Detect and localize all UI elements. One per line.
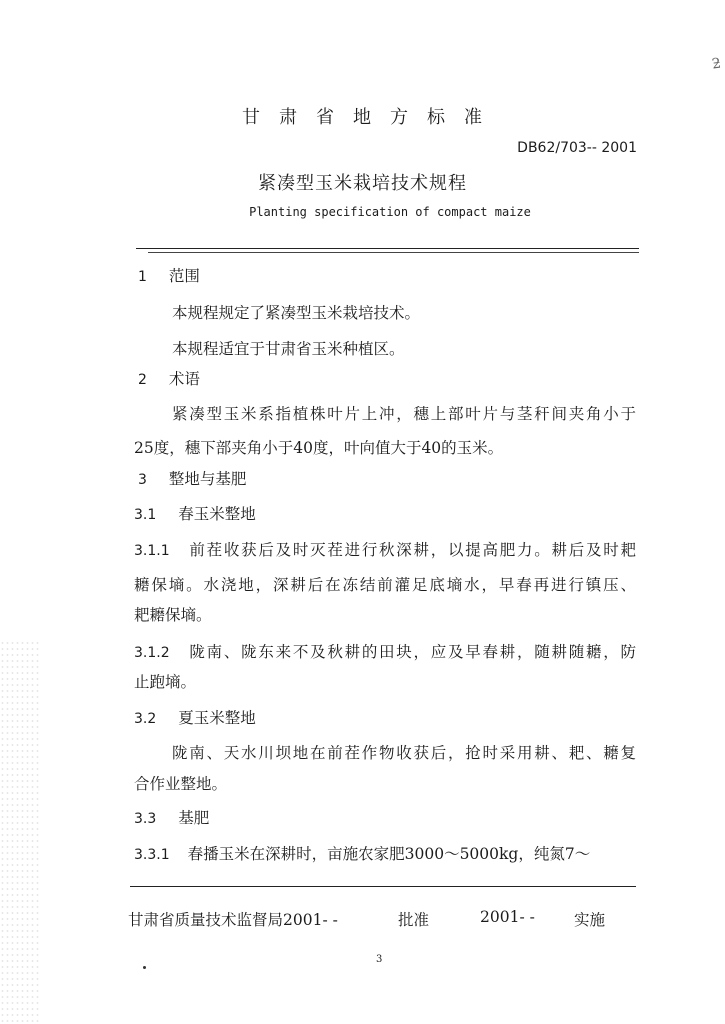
footer-implemented: 实施 <box>574 911 606 929</box>
clause-number: 3.1.2 <box>134 645 170 661</box>
section-3-3-heading <box>134 806 209 828</box>
document-title-zh: 紧凑型玉米栽培技术规程 <box>258 173 467 194</box>
section-2-para-line-1: 紧凑型玉米系指植株叶片上冲，穗上部叶片与茎秆间夹角小于 <box>172 405 636 423</box>
section-3-heading <box>138 467 246 489</box>
page-number: 3 <box>376 954 383 965</box>
clause-3-1-1-line-2: 耱保墒。水浇地，深耕后在冻结前灌足底墒水，早春再进行镇压、 <box>134 576 636 594</box>
clause-3-3-1-line-1 <box>134 842 590 864</box>
section-number: 3.3 <box>134 811 157 827</box>
clause-text: 陇南、陇东来不及秋耕的田块，应及早春耕，随耕随耱，防 <box>187 643 636 661</box>
clause-text: 前茬收获后及时灭茬进行秋深耕，以提高肥力。耕后及时耙 <box>187 541 636 559</box>
section-title: 春玉米整地 <box>178 505 256 523</box>
scan-noise <box>0 640 40 1024</box>
section-2-para-line-2: 25度，穗下部夹角小于40度，叶向值大于40的玉米。 <box>134 439 504 457</box>
section-1-heading <box>138 264 200 286</box>
section-title: 夏玉米整地 <box>178 709 256 727</box>
standard-organization: 甘肃省地方标准 <box>242 107 501 128</box>
corner-mark: ƻ <box>711 55 723 73</box>
header-rule <box>136 248 639 249</box>
footer-rule <box>130 886 636 887</box>
clause-text: 春播玉米在深耕时，亩施农家肥3000～5000kg，纯氮7～ <box>187 845 591 863</box>
section-number: 1 <box>138 269 147 285</box>
section-title: 范围 <box>168 267 200 285</box>
document-title-en: Planting specification of compact maize <box>249 205 531 219</box>
clause-3-1-1-line-3: 耙耱保墒。 <box>134 606 212 624</box>
header-rule-inner <box>148 252 639 253</box>
section-1-para-1: 本规程规定了紧凑型玉米栽培技术。 <box>172 304 421 322</box>
section-number: 3.1 <box>134 507 157 523</box>
standard-number: DB62/703-- 2001 <box>517 140 637 156</box>
clause-number: 3.1.1 <box>134 543 170 559</box>
section-3-2-line-2: 合作业整地。 <box>134 775 228 793</box>
clause-number: 3.3.1 <box>134 847 170 863</box>
section-title: 术语 <box>168 370 200 388</box>
section-3-1-heading <box>134 502 256 524</box>
section-title: 基肥 <box>178 809 210 827</box>
footer-issuer: 甘肃省质量技术监督局2001- - <box>128 911 338 929</box>
clause-3-1-2-line-1 <box>134 640 636 662</box>
scan-speck <box>143 966 146 969</box>
footer-approved: 批准 <box>398 911 430 929</box>
section-number: 3 <box>138 472 147 488</box>
section-number: 3.2 <box>134 711 157 727</box>
footer-implementation-date: 2001- - <box>480 908 535 926</box>
section-3-2-heading <box>134 706 256 728</box>
section-3-2-line-1: 陇南、天水川坝地在前茬作物收获后，抢时采用耕、耙、耱复 <box>172 744 636 762</box>
clause-3-1-2-line-2: 止跑墒。 <box>134 673 197 691</box>
clause-3-1-1-line-1 <box>134 538 636 560</box>
section-number: 2 <box>138 372 147 388</box>
section-2-heading <box>138 367 200 389</box>
section-1-para-2: 本规程适宜于甘肃省玉米种植区。 <box>172 340 405 358</box>
section-title: 整地与基肥 <box>168 470 247 488</box>
